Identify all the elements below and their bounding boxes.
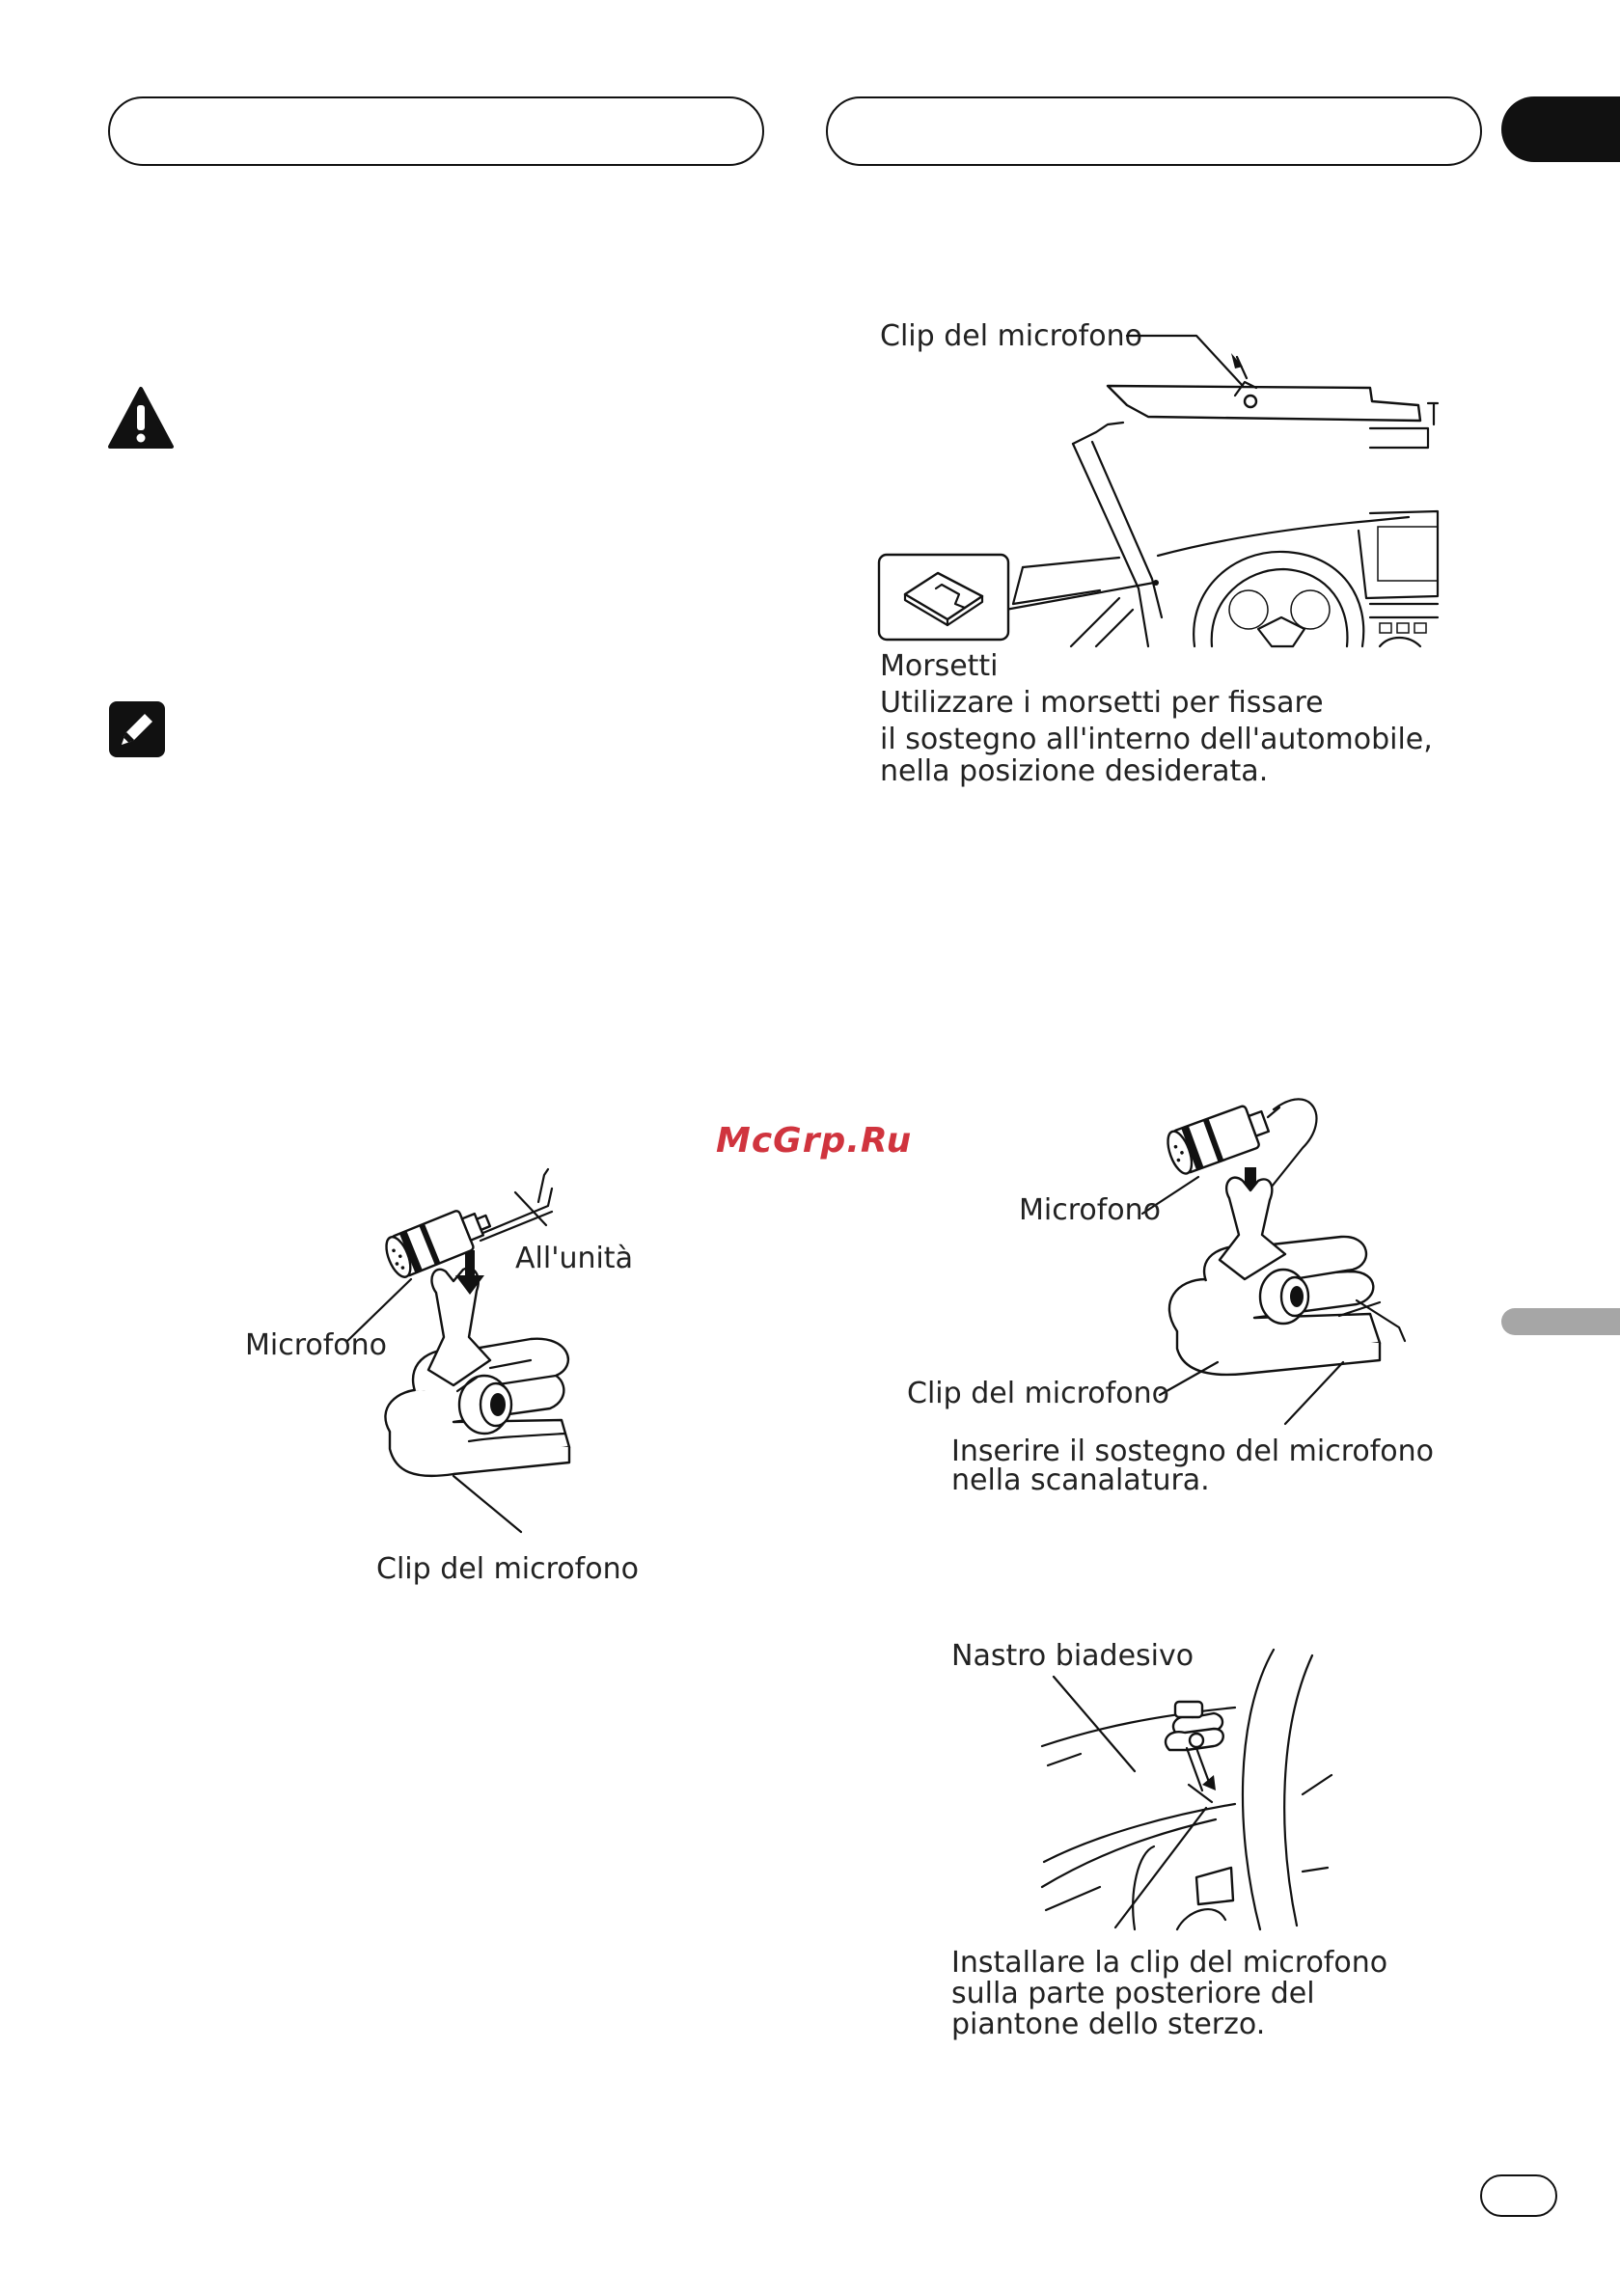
clamps-label: Morsetti xyxy=(880,649,999,683)
caption-bottom-line1: Installare la clip del microfono xyxy=(951,1946,1388,1980)
mic-clip-illustration-left xyxy=(376,1167,598,1553)
side-tab xyxy=(1501,1308,1620,1335)
clamp-inset xyxy=(878,554,1009,641)
watermark: McGrp.Ru xyxy=(716,1121,913,1161)
caption-top-line1: Utilizzare i morsetti per fissare xyxy=(880,686,1324,720)
caption-bottom-line2: sulla parte posteriore del xyxy=(951,1977,1315,2010)
page-number-oval xyxy=(1480,2174,1557,2217)
header-bar-left xyxy=(108,96,764,166)
caption-bottom-line3: piantone dello sterzo. xyxy=(951,2008,1266,2041)
chapter-tab xyxy=(1501,96,1620,162)
caption-top-line2: il sostegno all'interno dell'automobile, xyxy=(880,723,1433,756)
clip-label-left: Clip del microfono xyxy=(376,1552,639,1586)
mic-label-right: Microfono xyxy=(1019,1193,1162,1227)
clip-label-top: Clip del microfono xyxy=(880,319,1142,353)
caption-top-line3: nella posizione desiderata. xyxy=(880,754,1269,788)
mic-clip-illustration-right xyxy=(1139,1090,1428,1437)
note-pencil-icon xyxy=(108,700,166,758)
caption-right-line2: nella scanalatura. xyxy=(951,1463,1210,1497)
clip-label-right: Clip del microfono xyxy=(907,1377,1169,1410)
unit-label: All'unità xyxy=(515,1242,633,1275)
mic-label-left: Microfono xyxy=(245,1328,388,1362)
header-bar-right xyxy=(826,96,1482,166)
caption-right-line1: Inserire il sostegno del microfono xyxy=(951,1435,1435,1468)
steering-column-illustration xyxy=(1042,1640,1341,1949)
tape-label: Nastro biadesivo xyxy=(951,1639,1194,1673)
warning-triangle-icon xyxy=(108,386,174,450)
